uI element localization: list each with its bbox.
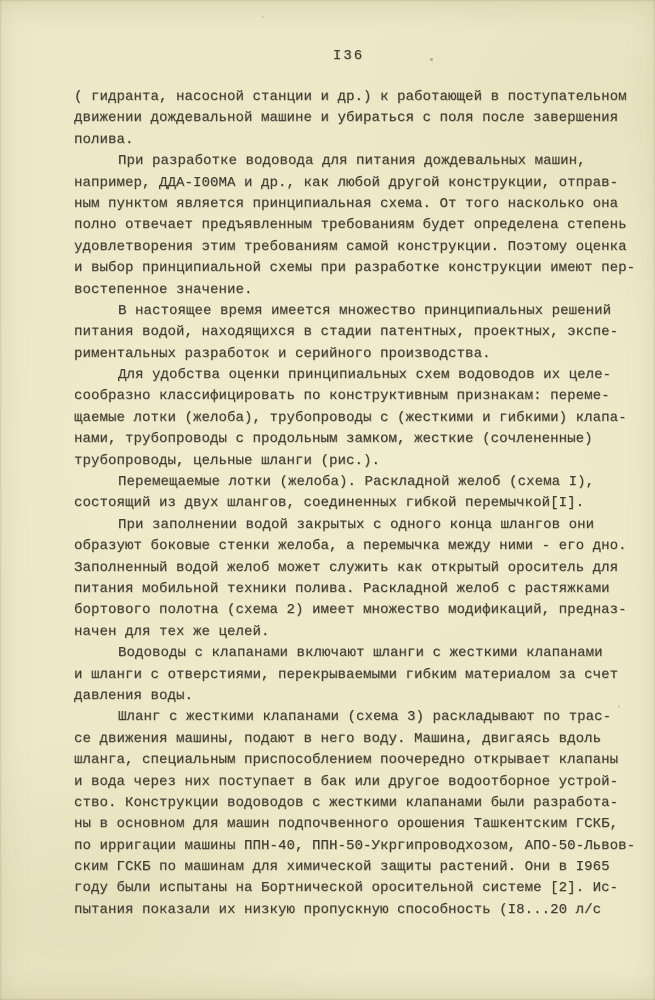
text-line: например, ДДА-I00МА и др., как любой другой конструкции, отправ- [74, 174, 619, 191]
scan-speck [96, 542, 98, 544]
text-line: ны в основном для машин подпочвенного орошения Ташкентским ГСКБ, [74, 816, 619, 833]
text-line: начен для тех же целей. [74, 623, 270, 640]
scan-speck [618, 705, 620, 708]
text-line: сообразно классифицировать по конструктивным признакам: переме- [74, 388, 610, 405]
text-line: Водоводы с клапанами включают шланги с жесткими клапанами [118, 645, 603, 662]
text-line: ство. Конструкции водоводов с жесткими клапанами были разработа- [74, 794, 619, 811]
text-line: году были испытаны на Бортнической оросительной системе [2]. Ис- [74, 880, 619, 897]
text-line: В настоящее время имеется множество принципиальных решений [118, 302, 612, 319]
text-line: и вода через них поступает в бак или другое водоотборное устрой- [74, 773, 619, 790]
text-line: Для удобства оценки принципиальных схем водоводов их целе- [118, 367, 612, 384]
text-line: питания мобильной техники полива. Раскладной желоб с растяжками [74, 580, 610, 597]
text-line: трубопроводы, цельные шланги (рис.). [74, 452, 381, 469]
page-number: I36 [332, 48, 365, 64]
text-line: шланга, специальным приспособлением поочередно открывает клапаны [74, 752, 619, 769]
text-line: При разработке водовода для питания дождевальных машин, [118, 153, 586, 170]
text-line: питания водой, находящихся в стадии патентных, проектных, экспе- [74, 324, 619, 341]
text-line: бортового полотна (схема 2) имеет множество модификаций, предназ- [74, 602, 627, 619]
text-line: щаемые лотки (желоба), трубопроводы с (жесткими и гибкими) клапа- [74, 409, 627, 426]
text-line: давления воды. [74, 687, 194, 704]
text-line: полива. [74, 131, 134, 148]
text-line: востепенное значение. [74, 281, 253, 298]
text-line: Заполненный водой желоб может служить как открытый ороситель для [74, 559, 619, 576]
page-text-block [74, 87, 644, 921]
text-line: Перемещаемые лотки (желоба). Раскладной желоб (схема I), [118, 474, 595, 491]
text-line: по ирригации машины ППН-40, ППН-50-Укргипроводхозом, АПО-50-Львов- [74, 837, 636, 854]
text-line: состоящий из двух шлангов, соединенных гибкой перемычкой[I]. [74, 495, 585, 512]
text-line: удовлетворения этим требованиям самой конструкции. Поэтому оценка [74, 238, 627, 255]
scan-speck [262, 16, 264, 18]
scan-speck [496, 120, 498, 122]
scan-speck [430, 58, 433, 61]
text-line: пытания показали их низкую пропускную способность (I8...20 л/с [74, 901, 602, 918]
text-line: и выбор принципиальной схемы при разработке конструкции имеют пер- [74, 260, 636, 277]
text-line: нами, трубопроводы с продольным замком, жесткие (сочлененные) [74, 431, 593, 448]
text-line: полно отвечает предъявленным требованиям будет определена степень [74, 217, 627, 234]
text-line: се движения машины, подают в него воду. Машина, двигаясь вдоль [74, 730, 602, 747]
text-line: ( гидранта, насосной станции и др.) к работающей в поступательном [74, 89, 627, 105]
text-line: и шланги с отверстиями, перекрываемыми гибким материалом за счет [74, 666, 619, 683]
text-line: ским ГСКБ по машинам для химической защиты растений. Они в I965 [74, 859, 610, 876]
text-line: образуют боковые стенки желоба, а перемычка между ними - его дно. [74, 538, 627, 555]
text-line: Шланг с жесткими клапанами (схема 3) раскладывают по трас- [118, 709, 612, 726]
text-line: ным пунктом является принципиальная схема. От того насколько она [74, 195, 619, 212]
text-line: движении дождевальной машине и убираться с поля после завершения [74, 110, 619, 127]
text-line: риментальных разработок и серийного производства. [74, 345, 491, 362]
text-line: При заполнении водой закрытых с одного конца шлангов они [118, 516, 595, 533]
